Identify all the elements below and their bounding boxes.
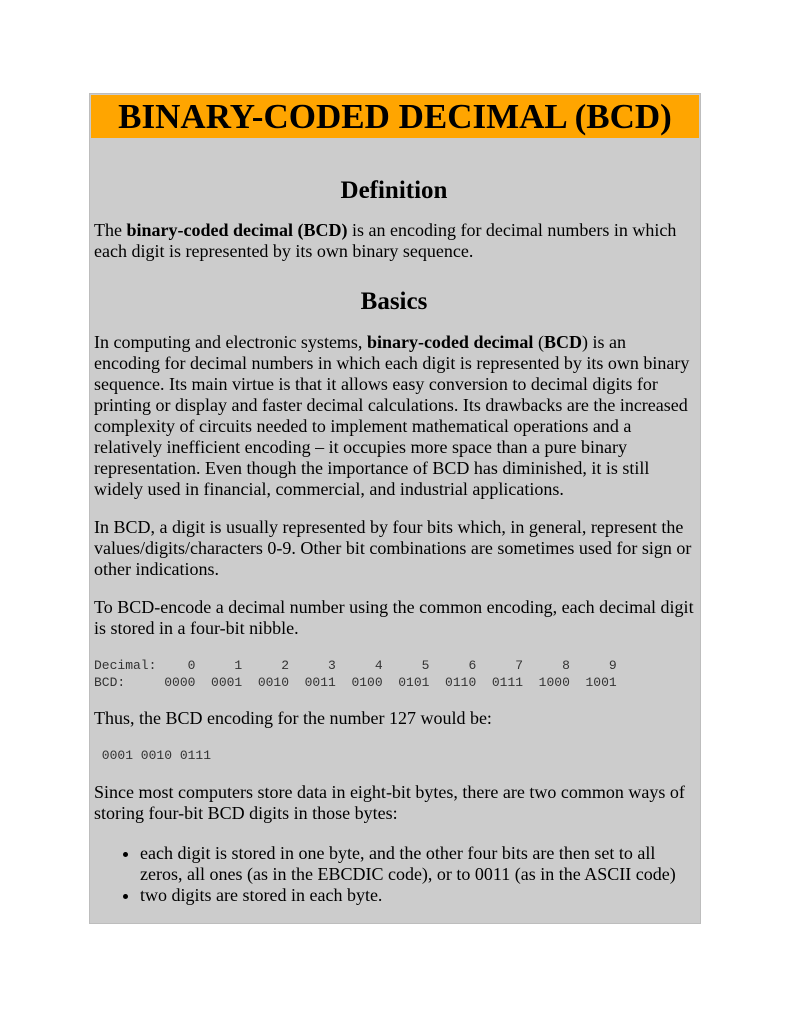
list-item: • two digits are stored in each byte. <box>140 885 694 906</box>
basics-paragraph-3: To BCD-encode a decimal number using the common encoding, each decimal digit is stored in a four-bit nibble. <box>94 597 694 638</box>
basics-paragraph-4: Thus, the BCD encoding for the number 127 would be: <box>94 708 492 728</box>
text: In computing and electronic systems, <box>94 332 367 352</box>
definition-heading: Definition <box>340 177 448 204</box>
basics-paragraph-5: Since most computers store data in eight-bit bytes, there are two common ways of storing four-bit BCD digits in those bytes: <box>94 782 685 823</box>
basics-paragraph-1 <box>94 332 694 500</box>
bold-term: binary-coded decimal <box>366 332 534 352</box>
basics-heading: Basics <box>360 288 428 315</box>
bold-term: binary-coded decimal (BCD) <box>126 220 348 240</box>
list-item: • each digit is stored in one byte, and the other four bits are then set to all zeros, all ones (as in the EBCDIC code), or to 0011 (as in the ASCII code) <box>140 843 694 885</box>
table-row-bcd: BCD: 0000 0001 0010 0011 0100 0101 0110 0111 1000 1001 <box>94 675 617 690</box>
bcd-table <box>94 657 694 691</box>
document-panel <box>89 93 701 924</box>
definition-paragraph <box>94 220 694 262</box>
bold-term: BCD <box>543 332 582 352</box>
example-code: 0001 0010 0111 <box>94 748 212 763</box>
basics-paragraph-2: In BCD, a digit is usually represented by four bits which, in general, represent the values/digits/characters 0-9. Other bit combinations are sometimes used for sign or other indications. <box>94 517 692 579</box>
storage-list <box>94 843 694 906</box>
page-title: BINARY-CODED DECIMAL (BCD) <box>91 95 699 138</box>
table-row-decimal: Decimal: 0 1 2 3 4 5 6 7 8 9 <box>94 658 617 673</box>
text: The <box>94 220 127 240</box>
text: ) is an encoding for decimal numbers in which each digit is represented by its own binary sequence. Its main virtue is that it allows easy conversion to decimal digits for printing or display and faster decimal calculations. Its drawbacks are the increased complexity of circuits needed to implement mathematical operations and a relatively inefficient encoding – it occupies more space than a pure binary representation. Even though the importance of BCD has diminished, it is still widely used in financial, commercial, and industrial applications. <box>94 332 690 499</box>
text: ( <box>533 332 544 352</box>
text: is an encoding for decimal numbers in which each digit is represented by its own binary sequence. <box>94 220 677 261</box>
